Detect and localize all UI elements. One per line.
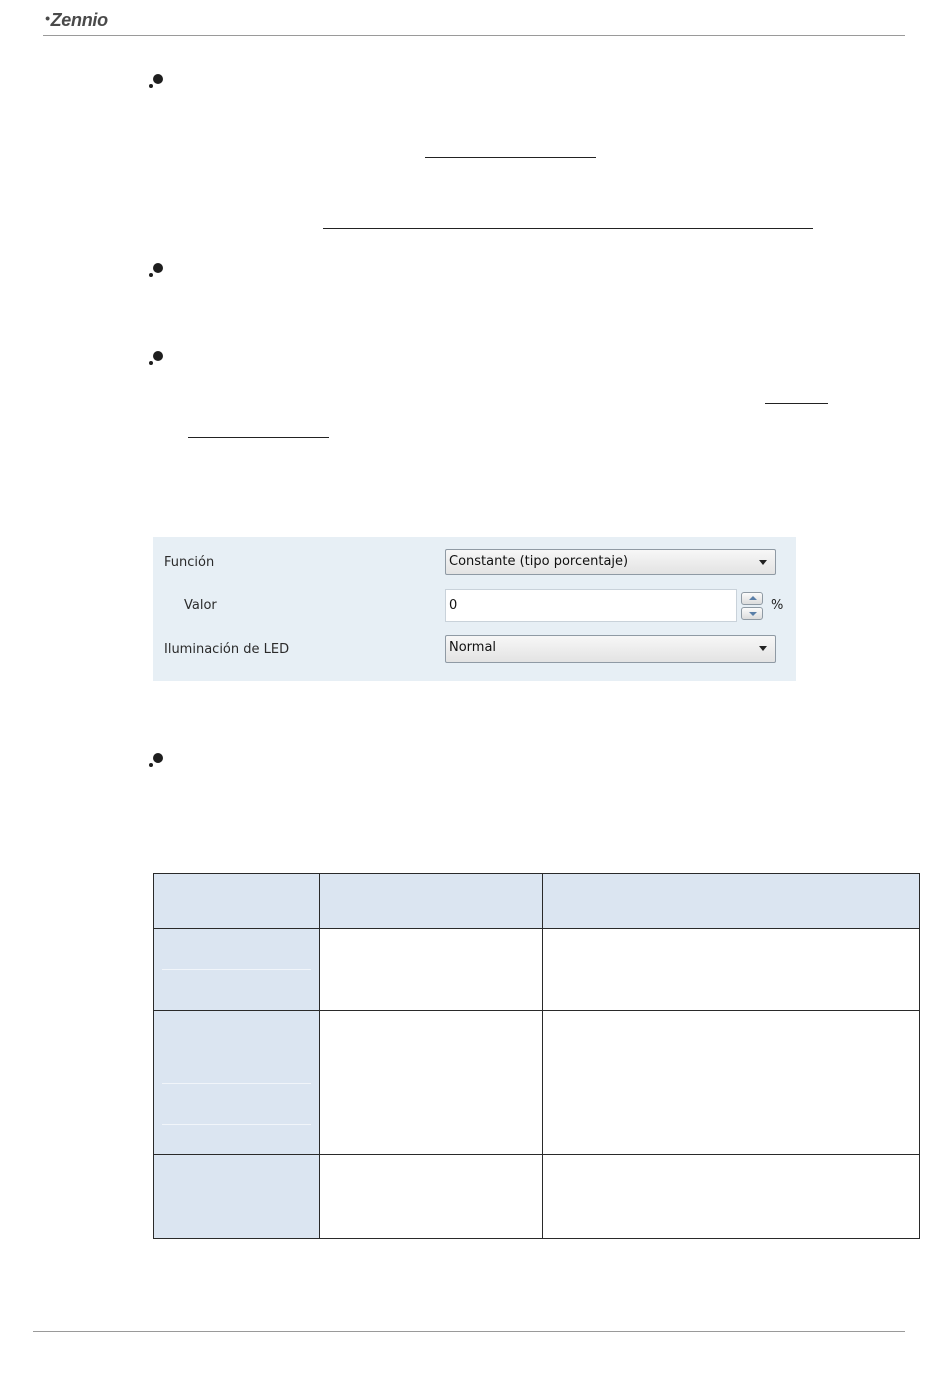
table-cell bbox=[154, 1011, 320, 1155]
spin-down-button[interactable] bbox=[741, 607, 763, 620]
table-row bbox=[154, 929, 920, 1011]
table-cell bbox=[543, 929, 920, 1011]
table-header-cell bbox=[320, 874, 543, 929]
logo-dot-icon: • bbox=[45, 10, 50, 26]
table-row bbox=[154, 1011, 920, 1155]
table-header-cell bbox=[543, 874, 920, 929]
bullet-icon bbox=[148, 262, 166, 280]
table-header-row bbox=[154, 874, 920, 929]
footer-divider bbox=[33, 1331, 905, 1332]
underline-mark bbox=[425, 157, 596, 158]
underline-mark bbox=[323, 228, 813, 229]
iluminacion-led-label: Iluminación de LED bbox=[164, 642, 290, 657]
arrow-down-icon bbox=[749, 612, 757, 616]
parameter-panel bbox=[153, 537, 796, 681]
bullet-icon bbox=[148, 73, 166, 91]
arrow-up-icon bbox=[749, 596, 757, 600]
funcion-label: Función bbox=[164, 555, 215, 570]
brand-name: Zennio bbox=[50, 10, 108, 30]
spin-up-button[interactable] bbox=[741, 592, 763, 605]
funcion-value: Constante (tipo porcentaje) bbox=[449, 554, 629, 569]
chevron-down-icon bbox=[759, 646, 767, 651]
valor-value: 0 bbox=[449, 598, 458, 613]
valor-label: Valor bbox=[184, 598, 217, 613]
underline-mark bbox=[188, 437, 329, 438]
iluminacion-led-dropdown[interactable] bbox=[445, 635, 776, 663]
header-divider bbox=[43, 35, 905, 36]
valor-unit: % bbox=[771, 598, 784, 613]
table-cell bbox=[320, 1011, 543, 1155]
table-cell bbox=[543, 1011, 920, 1155]
chevron-down-icon bbox=[759, 560, 767, 565]
table-cell bbox=[320, 929, 543, 1011]
brand-logo bbox=[45, 10, 108, 31]
data-table bbox=[153, 873, 920, 1239]
underline-mark bbox=[765, 403, 828, 404]
table-row bbox=[154, 1155, 920, 1239]
bullet-icon bbox=[148, 350, 166, 368]
table-cell bbox=[154, 1155, 320, 1239]
table-cell bbox=[320, 1155, 543, 1239]
funcion-dropdown[interactable] bbox=[445, 549, 776, 575]
valor-input[interactable] bbox=[445, 589, 737, 622]
table-cell bbox=[154, 929, 320, 1011]
iluminacion-led-value: Normal bbox=[449, 640, 497, 655]
bullet-icon bbox=[148, 752, 166, 770]
table-cell bbox=[543, 1155, 920, 1239]
table-header-cell bbox=[154, 874, 320, 929]
